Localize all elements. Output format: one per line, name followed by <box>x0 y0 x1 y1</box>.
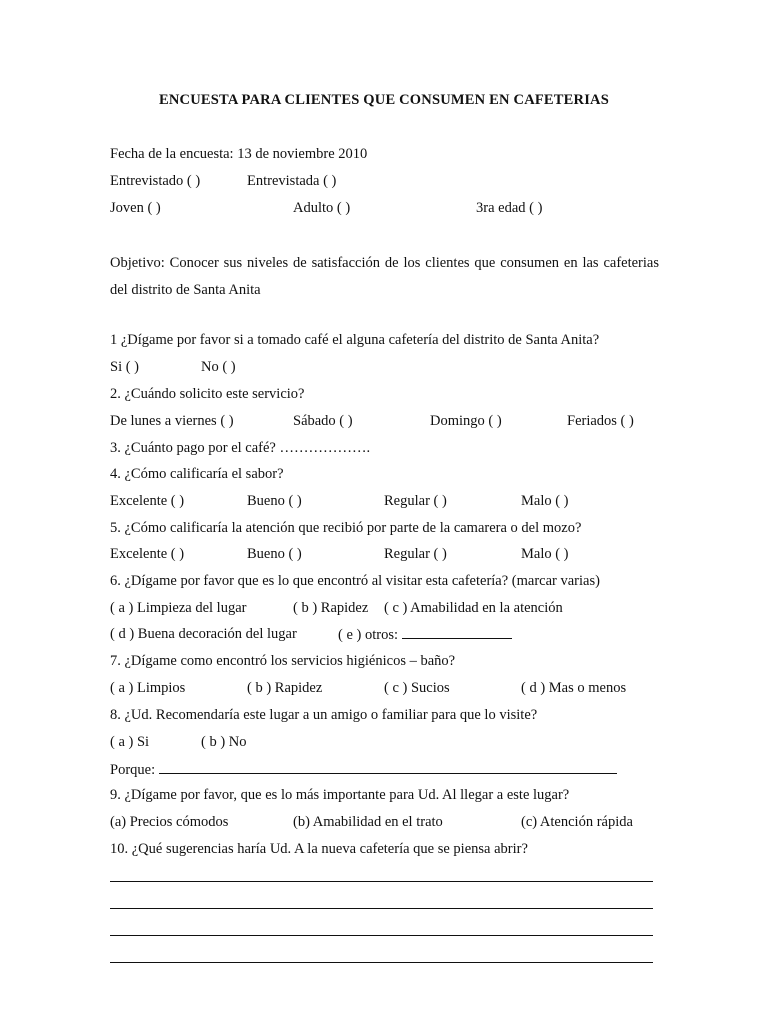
question-5: 5. ¿Cómo calificaría la atención que recibió por parte de la camarera o del mozo? <box>110 520 582 536</box>
q5-option-excelente[interactable]: Excelente ( ) <box>110 546 185 562</box>
q2-option-saturday[interactable]: Sábado ( ) <box>293 413 353 429</box>
option-joven[interactable]: Joven ( ) <box>110 200 161 216</box>
q1-option-si[interactable]: Si ( ) <box>110 359 139 375</box>
question-6: 6. ¿Dígame por favor que es lo que encontró al visitar esta cafetería? (marcar varias) <box>110 573 600 589</box>
q4-option-excelente[interactable]: Excelente ( ) <box>110 493 185 509</box>
option-tercera-edad[interactable]: 3ra edad ( ) <box>476 200 543 216</box>
q7-option-d[interactable]: ( d ) Mas o menos <box>521 680 627 696</box>
question-4: 4. ¿Cómo calificaría el sabor? <box>110 466 284 482</box>
q9-option-b[interactable]: (b) Amabilidad en el trato <box>293 814 443 830</box>
option-entrevistado[interactable]: Entrevistado ( ) <box>110 173 201 189</box>
q4-option-regular[interactable]: Regular ( ) <box>384 493 447 509</box>
q6-option-a[interactable]: ( a ) Limpieza del lugar <box>110 600 247 616</box>
survey-title: ENCUESTA PARA CLIENTES QUE CONSUMEN EN CAFETERIAS <box>159 92 609 108</box>
q4-option-bueno[interactable]: Bueno ( ) <box>247 493 302 509</box>
q6-option-e-label: ( e ) otros: <box>338 627 398 643</box>
q6-option-d[interactable]: ( d ) Buena decoración del lugar <box>110 626 297 642</box>
question-3[interactable]: 3. ¿Cuánto pago por el café? ………………. <box>110 440 371 456</box>
question-9: 9. ¿Dígame por favor, que es lo más importante para Ud. Al llegar a este lugar? <box>110 787 570 803</box>
q8-reason[interactable] <box>110 761 617 779</box>
q7-option-c[interactable]: ( c ) Sucios <box>384 680 450 696</box>
q8-option-a[interactable]: ( a ) Si <box>110 734 150 750</box>
q6-option-c[interactable]: ( c ) Amabilidad en la atención <box>384 600 563 616</box>
q2-option-sunday[interactable]: Domingo ( ) <box>430 413 502 429</box>
answer-line[interactable] <box>110 962 653 963</box>
question-7: 7. ¿Dígame como encontró los servicios higiénicos – baño? <box>110 653 456 669</box>
survey-date: Fecha de la encuesta: 13 de noviembre 2010 <box>110 146 368 162</box>
q7-option-a[interactable]: ( a ) Limpios <box>110 680 186 696</box>
question-8: 8. ¿Ud. Recomendaría este lugar a un amigo o familiar para que lo visite? <box>110 707 538 723</box>
answer-line[interactable] <box>110 881 653 882</box>
q5-option-bueno[interactable]: Bueno ( ) <box>247 546 302 562</box>
question-1: 1 ¿Dígame por favor si a tomado café el alguna cafetería del distrito de Santa Anita? <box>110 332 600 348</box>
q7-option-b[interactable]: ( b ) Rapidez <box>247 680 323 696</box>
question-2: 2. ¿Cuándo solicito este servicio? <box>110 386 305 402</box>
q5-option-regular[interactable]: Regular ( ) <box>384 546 447 562</box>
q9-option-c[interactable]: (c) Atención rápida <box>521 814 633 830</box>
question-10: 10. ¿Qué sugerencias haría Ud. A la nueva cafetería que se piensa abrir? <box>110 841 528 857</box>
q5-option-malo[interactable]: Malo ( ) <box>521 546 569 562</box>
answer-line[interactable] <box>110 935 653 936</box>
q2-option-weekdays[interactable]: De lunes a viernes ( ) <box>110 413 234 429</box>
q8-reason-label: Porque: <box>110 762 156 778</box>
q6-other-blank[interactable] <box>402 626 512 639</box>
q8-reason-blank[interactable] <box>159 761 617 774</box>
option-adulto[interactable]: Adulto ( ) <box>293 200 351 216</box>
q9-option-a[interactable]: (a) Precios cómodos <box>110 814 229 830</box>
q6-option-b[interactable]: ( b ) Rapidez <box>293 600 369 616</box>
q6-option-e[interactable] <box>338 626 512 644</box>
option-entrevistada[interactable]: Entrevistada ( ) <box>247 173 337 189</box>
q4-option-malo[interactable]: Malo ( ) <box>521 493 569 509</box>
answer-line[interactable] <box>110 908 653 909</box>
q2-option-holidays[interactable]: Feriados ( ) <box>567 413 634 429</box>
q1-option-no[interactable]: No ( ) <box>201 359 236 375</box>
survey-objective: Objetivo: Conocer sus niveles de satisfacción de los clientes que consumen en las cafeterias del distrito de Santa Anita <box>110 255 659 298</box>
q8-option-b[interactable]: ( b ) No <box>201 734 247 750</box>
